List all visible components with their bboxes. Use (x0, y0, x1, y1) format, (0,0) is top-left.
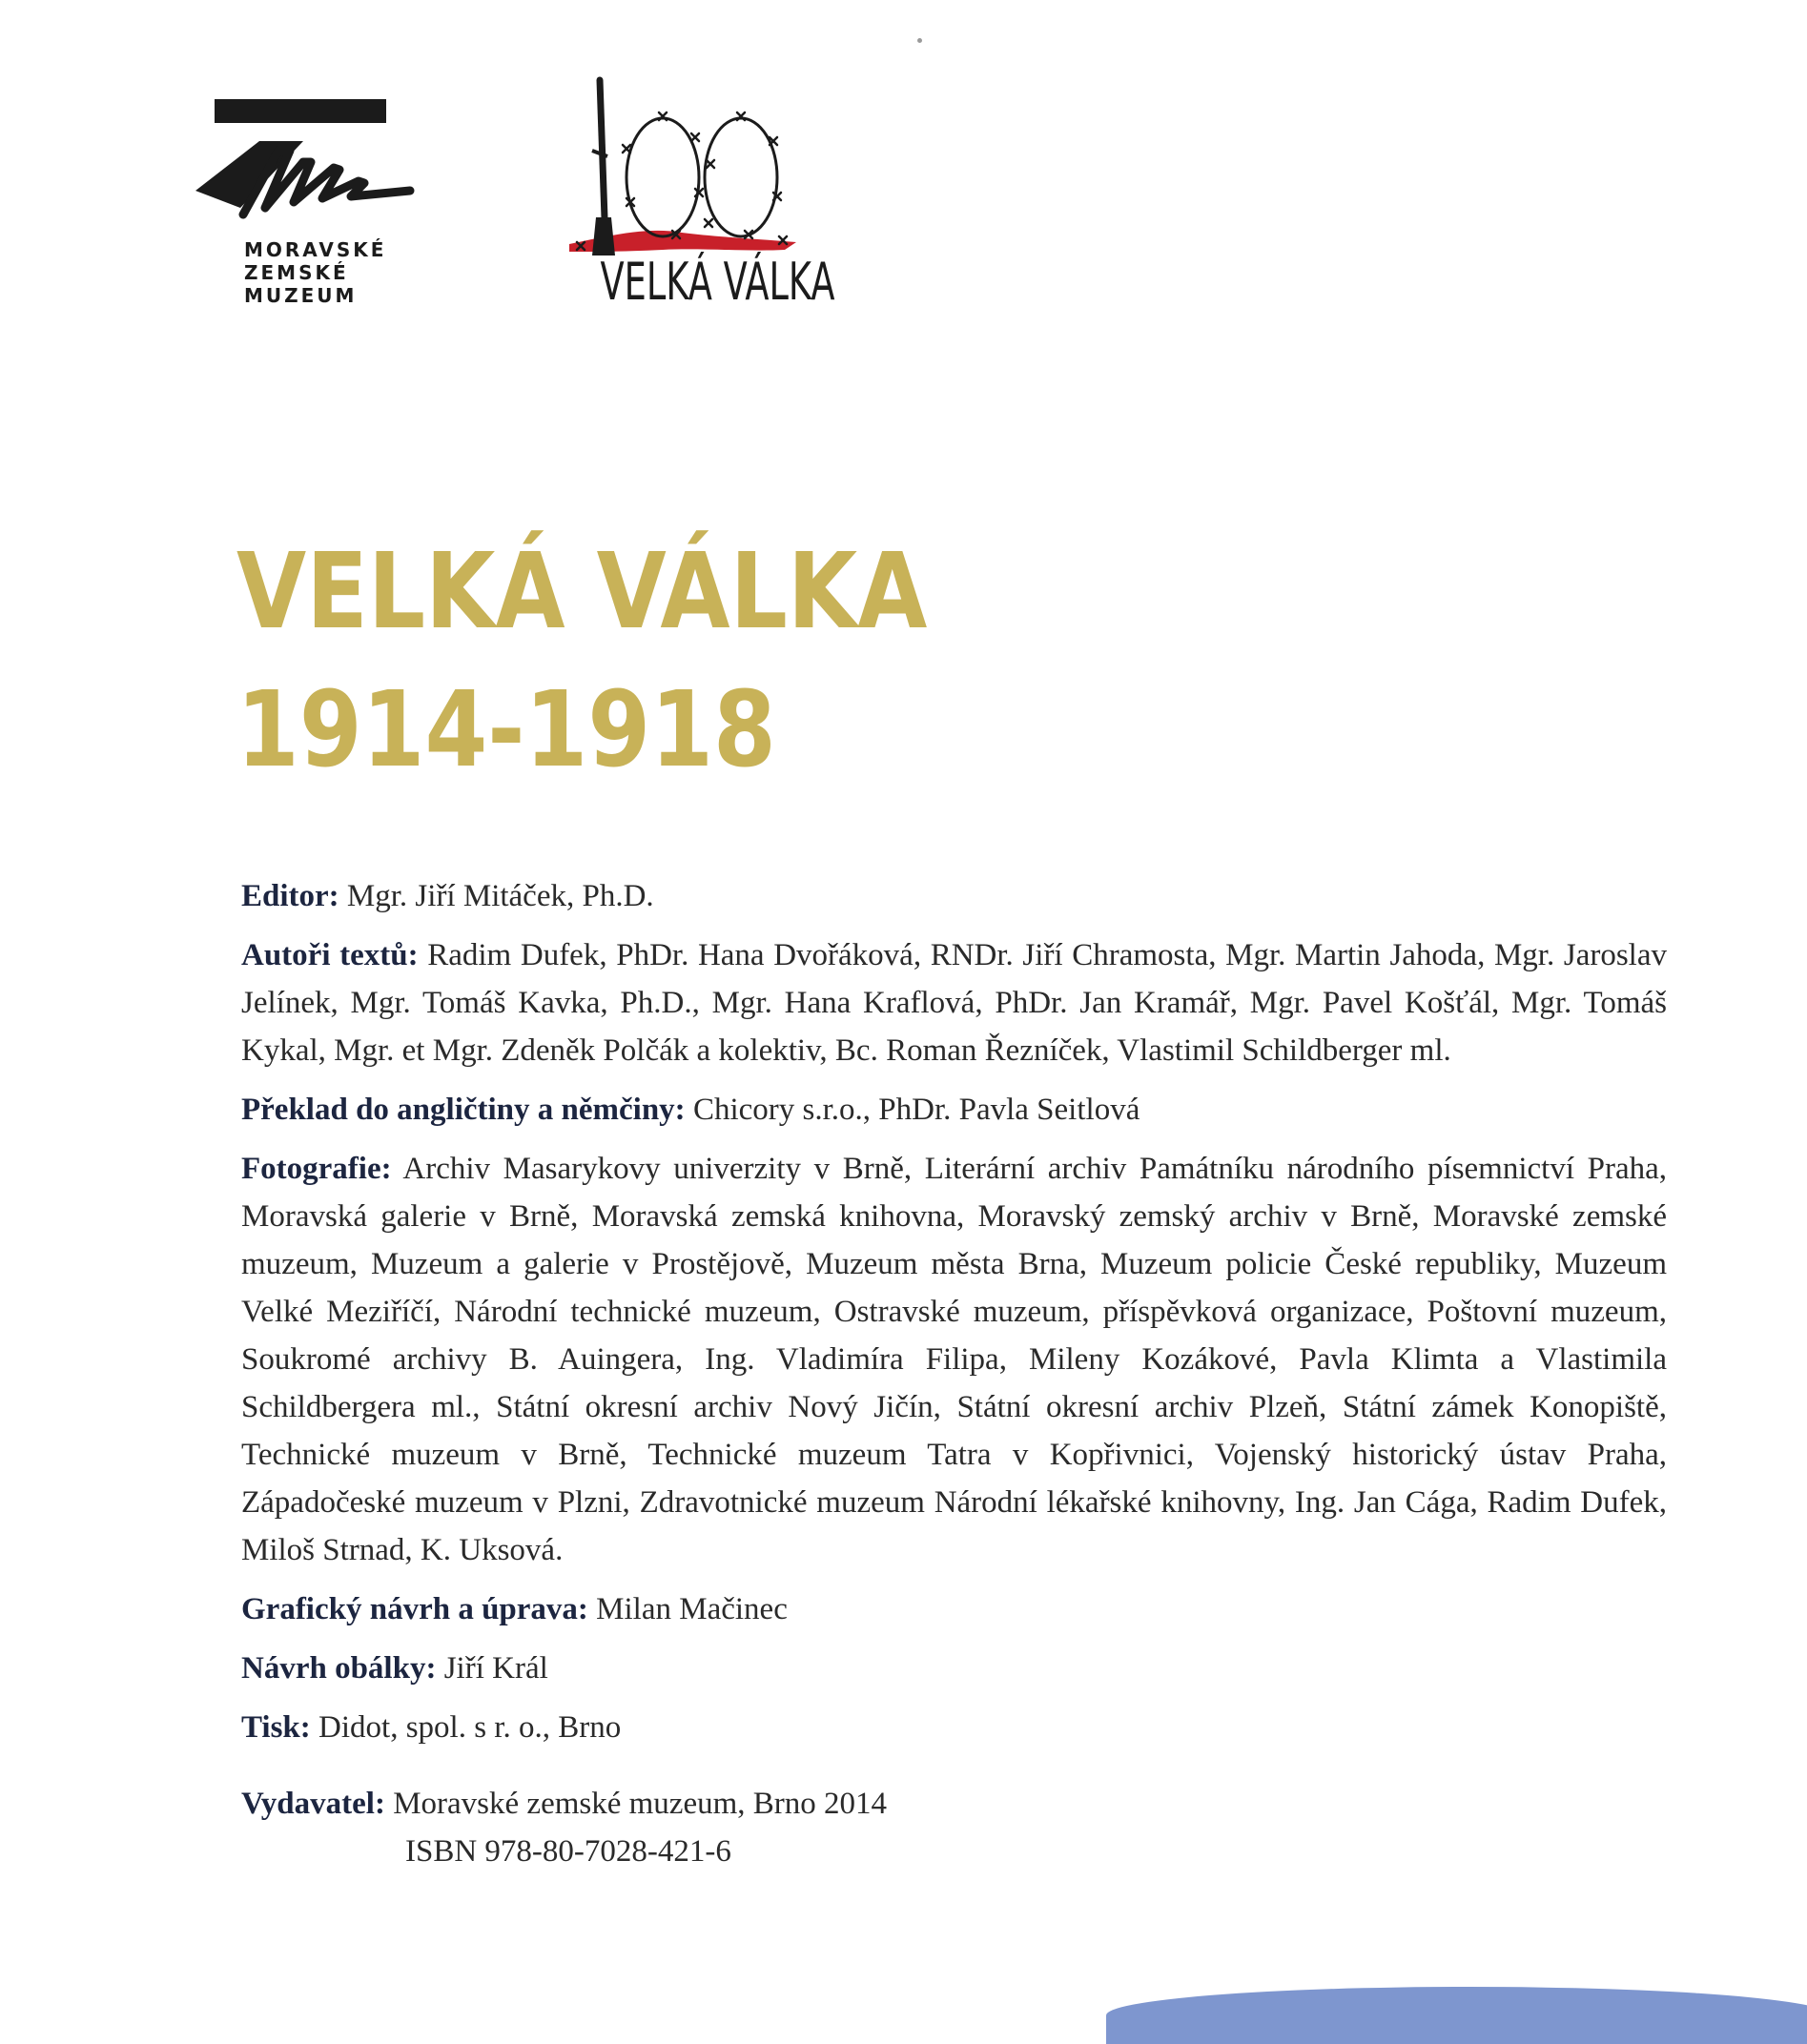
authors-value: Radim Dufek, PhDr. Hana Dvořáková, RNDr. Jiří Chramosta, Mgr. Martin Jahoda, Mgr. Jaroslav Jelínek, Mgr. Tomáš Kavka, Ph.D., Mgr. Hana Kraflová, PhDr. Jan Kramář, Mgr. Pavel Košťál, Mgr. Tomáš Kykal, Mgr. et Mgr. Zdeněk Polčák a kolektiv, Bc. Roman Řezníček, Vlastimil Schildberger ml. (241, 938, 1667, 1068)
cover-value: Jiří Král (443, 1651, 548, 1686)
translation-label: Překlad do angličtiny a němčiny: (241, 1093, 686, 1127)
cover-label: Návrh obálky: (241, 1651, 437, 1686)
colophon-photos (241, 1145, 1667, 1574)
museum-name-line: MORAVSKÉ (244, 238, 387, 261)
museum-name (244, 238, 386, 307)
page-title (236, 522, 927, 799)
publisher-label: Vydavatel: (241, 1787, 385, 1821)
print-label: Tisk: (241, 1710, 311, 1745)
museum-name-line: ZEMSKÉ (244, 261, 349, 284)
colophon-publisher (241, 1780, 1667, 1828)
colophon-translation (241, 1086, 1667, 1134)
velka-valka-100-logo (558, 74, 835, 322)
publisher-value: Moravské zemské muzeum, Brno 2014 (393, 1787, 888, 1821)
scan-speck (917, 38, 922, 43)
isbn-value: ISBN 978-80-7028-421-6 (405, 1834, 731, 1869)
title-line-1: VELKÁ VÁLKA (236, 530, 928, 652)
colophon-print (241, 1704, 1667, 1751)
museum-name-line: MUZEUM (244, 284, 358, 307)
colophon (241, 872, 1667, 1887)
colophon-cover (241, 1645, 1667, 1692)
photos-label: Fotografie: (241, 1152, 392, 1186)
velka-valka-caption: VELKÁ VÁLKA (600, 252, 835, 312)
colophon-authors (241, 931, 1667, 1074)
museum-emblem-icon (191, 95, 429, 238)
moravske-zemske-muzeum-logo (191, 95, 429, 324)
print-value: Didot, spol. s r. o., Brno (318, 1710, 622, 1745)
translation-value: Chicory s.r.o., PhDr. Pavla Seitlová (692, 1093, 1140, 1127)
design-value: Milan Mačinec (596, 1592, 788, 1626)
colophon-editor (241, 872, 1667, 920)
editor-label: Editor: (241, 879, 339, 913)
colophon-design (241, 1585, 1667, 1633)
cover-edge-decoration (1106, 1987, 1807, 2044)
editor-value: Mgr. Jiří Mitáček, Ph.D. (346, 879, 654, 913)
isbn (241, 1828, 1667, 1875)
title-line-2: 1914-1918 (236, 668, 776, 790)
authors-label: Autoři textů: (241, 938, 419, 972)
design-label: Grafický návrh a úprava: (241, 1592, 588, 1626)
rifle-barbed-wire-100-icon (558, 74, 815, 265)
photos-value: Archiv Masarykovy univerzity v Brně, Literární archiv Památníku národního písemnictví Praha, Moravská galerie v Brně, Moravská zemská knihovna, Moravský zemský archiv v Brně, Moravské zemské muzeum, Muzeum a galerie v Prostějově, Muzeum města Brna, Muzeum policie České republiky, Muzeum Velké Meziříčí, Národní technické muzeum, Ostravské muzeum, příspěvková organizace, Poštovní muzeum, Soukromé archivy B. Auingera, Ing. Vladimíra Filipa, Mileny Kozákové, Pavla Klimta a Vlastimila Schildbergera ml., Státní okresní archiv Nový Jičín, Státní okresní archiv Plzeň, Státní zámek Konopiště, Technické muzeum v Brně, Technické muzeum Tatra v Kopřivnici, Vojenský historický ústav Praha, Západočeské muzeum v Plzni, Zdravotnické muzeum Národní lékařské knihovny, Ing. Jan Cága, Radim Dufek, Miloš Strnad, K. Uksová. (241, 1152, 1667, 1567)
